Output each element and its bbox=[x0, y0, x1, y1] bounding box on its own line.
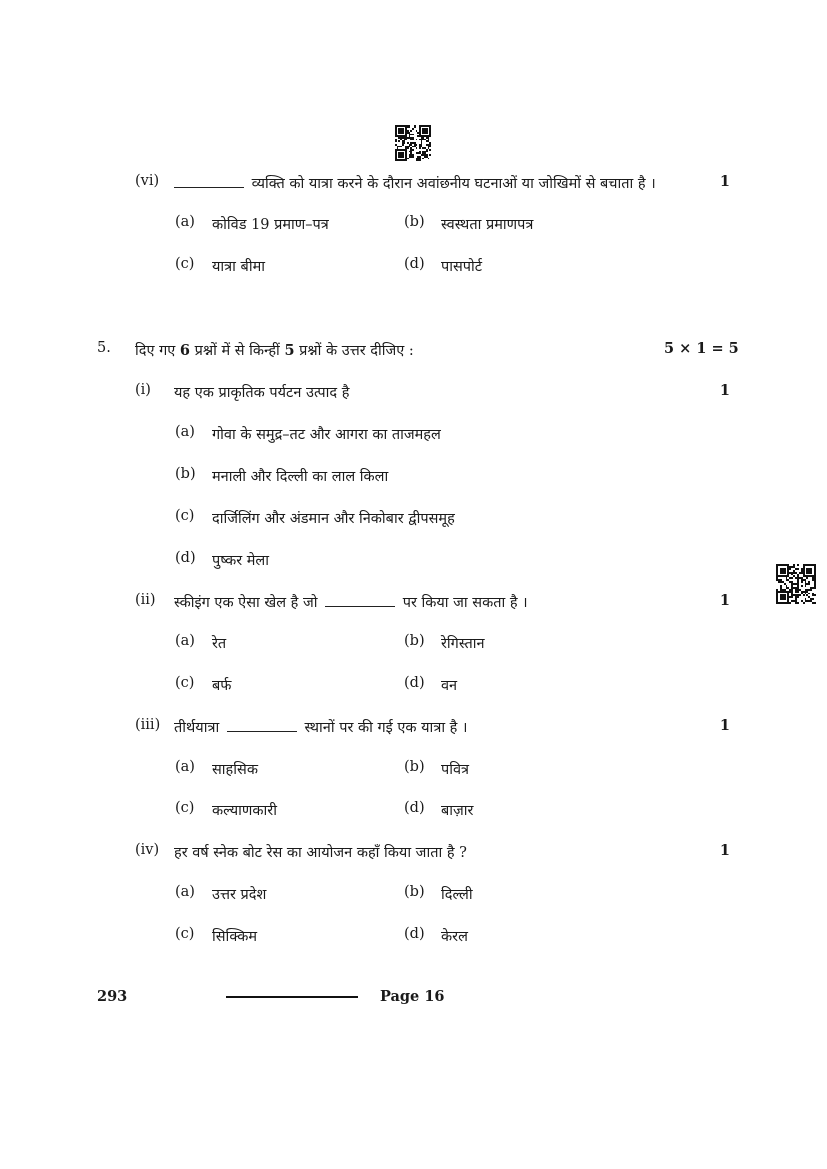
question-number: 5. bbox=[97, 340, 111, 356]
option-text: रेगिस्तान bbox=[441, 636, 485, 652]
qr-code-side bbox=[776, 564, 816, 604]
marks: 1 bbox=[719, 592, 730, 609]
option-label: (a) bbox=[175, 424, 195, 440]
question-number: (iii) bbox=[135, 717, 161, 733]
option-text: बर्फ bbox=[212, 678, 232, 694]
option-label: (c) bbox=[175, 800, 195, 816]
option-text: केरल bbox=[441, 929, 468, 945]
option-label: (d) bbox=[404, 256, 425, 272]
option-text: पवित्र bbox=[441, 762, 470, 778]
option-label: (c) bbox=[175, 675, 195, 691]
page-number: Page 16 bbox=[380, 988, 445, 1005]
answer-blank bbox=[325, 605, 395, 607]
question-text-part: स्कीइंग एक ऐसा खेल है जो bbox=[174, 595, 318, 611]
option-text: दिल्ली bbox=[441, 887, 473, 903]
option-label: (c) bbox=[175, 256, 195, 272]
option-label: (a) bbox=[175, 214, 195, 230]
option-text: पासपोर्ट bbox=[441, 259, 483, 275]
option-text: दार्जिलिंग और अंडमान और निकोबार द्वीपसमूह bbox=[212, 511, 455, 527]
option-text: मनाली और दिल्ली का लाल किला bbox=[212, 469, 389, 485]
paper-code: 293 bbox=[97, 988, 128, 1005]
question-text-part: तीर्थयात्रा bbox=[174, 720, 220, 736]
question-text-part: स्थानों पर की गई एक यात्रा है । bbox=[304, 720, 468, 736]
instruction-part: प्रश्नों के उत्तर दीजिए : bbox=[299, 343, 414, 359]
option-label: (c) bbox=[175, 926, 195, 942]
question-number: (iv) bbox=[135, 842, 160, 858]
option-label: (a) bbox=[175, 633, 195, 649]
option-label: (a) bbox=[175, 759, 195, 775]
option-text: पुष्कर मेला bbox=[212, 553, 269, 569]
answer-blank bbox=[174, 186, 244, 188]
question-text-part: व्यक्ति को यात्रा करने के दौरान अवांछनीय घटनाओं या जोखिमों से बचाता है । bbox=[251, 176, 656, 192]
option-label: (d) bbox=[404, 800, 425, 816]
option-label: (d) bbox=[404, 675, 425, 691]
question-number: (vi) bbox=[135, 173, 160, 189]
instruction-part: दिए गए bbox=[135, 343, 176, 359]
marks-total: 5 × 1 = 5 bbox=[664, 340, 739, 357]
marks: 1 bbox=[719, 717, 730, 734]
question-number: (i) bbox=[135, 382, 151, 398]
option-label: (b) bbox=[404, 633, 425, 649]
option-label: (b) bbox=[404, 759, 425, 775]
question-text bbox=[174, 717, 468, 737]
option-label: (a) bbox=[175, 884, 195, 900]
option-label: (b) bbox=[404, 214, 425, 230]
option-text: गोवा के समुद्र–तट और आगरा का ताजमहल bbox=[212, 427, 441, 443]
question-text bbox=[174, 592, 528, 612]
option-text: बाज़ार bbox=[441, 803, 474, 819]
option-label: (c) bbox=[175, 508, 195, 524]
marks: 1 bbox=[719, 173, 730, 190]
option-text: कोविड 19 प्रमाण–पत्र bbox=[212, 217, 329, 233]
qr-code-top bbox=[395, 125, 431, 161]
instruction-count: 6 bbox=[179, 342, 190, 359]
option-label: (b) bbox=[404, 884, 425, 900]
option-text: साहसिक bbox=[212, 762, 258, 778]
question-text: हर वर्ष स्नेक बोट रेस का आयोजन कहाँ किया जाता है ? bbox=[174, 845, 467, 861]
option-text: यात्रा बीमा bbox=[212, 259, 265, 275]
instruction-part: प्रश्नों में से किन्हीं bbox=[194, 343, 280, 359]
question-text-part: पर किया जा सकता है । bbox=[402, 595, 528, 611]
instruction-count: 5 bbox=[284, 342, 295, 359]
question-text bbox=[174, 173, 656, 193]
option-label: (d) bbox=[404, 926, 425, 942]
question-number: (ii) bbox=[135, 592, 156, 608]
marks: 1 bbox=[719, 842, 730, 859]
option-text: स्वस्थता प्रमाणपत्र bbox=[441, 217, 534, 233]
option-label: (b) bbox=[175, 466, 196, 482]
answer-blank bbox=[227, 730, 297, 732]
option-text: कल्याणकारी bbox=[212, 803, 277, 819]
marks: 1 bbox=[719, 382, 730, 399]
option-text: वन bbox=[441, 678, 458, 694]
footer-divider bbox=[226, 996, 358, 998]
option-text: सिक्किम bbox=[212, 929, 258, 945]
option-text: उत्तर प्रदेश bbox=[212, 887, 267, 903]
option-label: (d) bbox=[175, 550, 196, 566]
option-text: रेत bbox=[212, 636, 227, 652]
instruction-text bbox=[135, 340, 414, 360]
question-text: यह एक प्राकृतिक पर्यटन उत्पाद है bbox=[174, 385, 350, 401]
